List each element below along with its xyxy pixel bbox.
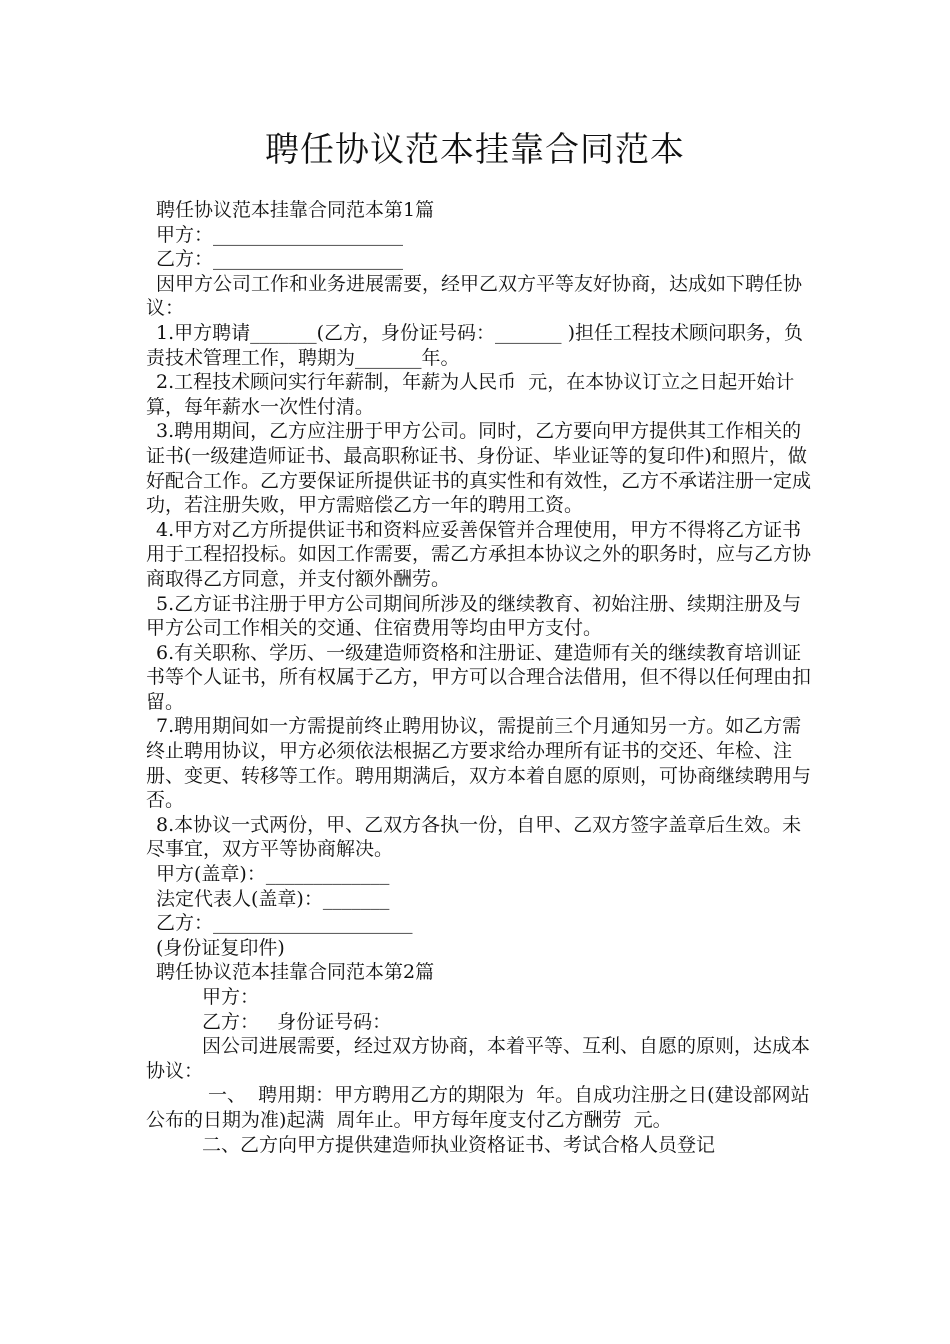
paragraph: 乙方： 身份证号码：	[202, 1010, 392, 1033]
paragraph: 法定代表人(盖章)：_______	[156, 887, 390, 910]
paragraph: 甲方(盖章)：_____________	[156, 863, 390, 886]
document-title: 聘任协议范本挂靠合同范本	[265, 130, 685, 170]
paragraph: 聘任协议范本挂靠合同范本第1篇	[156, 199, 435, 221]
paragraph: 5.乙方证书注册于甲方公司期间所涉及的继续教育、初始注册、续期注册及与甲方公司工作相关的交通、住宿费用等均由甲方支付。	[146, 592, 802, 640]
paragraph: 6.有关职称、学历、一级建造师资格和注册证、建造师有关的继续教育培训证书等个人证书，所有权属于乙方，甲方可以合理合法借用，但不得以任何理由扣留。	[146, 641, 812, 713]
paragraph: 因甲方公司工作和业务进展需要，经甲乙双方平等友好协商，达成如下聘任协议：	[146, 272, 803, 320]
paragraph: 1.甲方聘请_______(乙方，身份证号码：_______ )担任工程技术顾问职务，负责技术管理工作，聘期为_______年。	[146, 321, 803, 369]
paragraph: 8.本协议一式两份，甲、乙双方各执一份，自甲、乙双方签字盖章后生效。未尽事宜，双方平等协商解决。	[146, 813, 802, 861]
paragraph: 4.甲方对乙方所提供证书和资料应妥善保管并合理使用，甲方不得将乙方证书用于工程招投标。如因工作需要，需乙方承担本协议之外的职务时，应与乙方协商取得乙方同意，并支付额外酬劳。	[146, 518, 812, 590]
paragraph: (身份证复印件)	[156, 936, 285, 959]
paragraph: 3.聘用期间，乙方应注册于甲方公司。同时，乙方要向甲方提供其工作相关的证书(一级建造师证书、最高职称证书、身份证、毕业证等的复印件)和照片，做好配合工作。乙方要保证所提供证书的真实性和有效性，乙方不承诺注册一定成功，若注册失败，甲方需赔偿乙方一年的聘用工资。	[146, 420, 812, 517]
paragraph: 7.聘用期间如一方需提前终止聘用协议，需提前三个月通知另一方。如乙方需终止聘用协议，甲方必须依法根据乙方要求给办理所有证书的交还、年检、注册、变更、转移等工作。聘用期满后，双方本着自愿的原则，可协商继续聘用与否。	[146, 715, 812, 812]
paragraph: 聘任协议范本挂靠合同范本第2篇	[156, 961, 435, 984]
paragraph: 乙方：____________________	[156, 248, 404, 271]
document-body	[146, 198, 812, 1157]
paragraph: 一、 聘用期：甲方聘用乙方的期限为 年。自成功注册之日(建设部网站公布的日期为准)起满 周年止。甲方每年度支付乙方酬劳 元。	[146, 1084, 810, 1131]
paragraph: 2.工程技术顾问实行年薪制，年薪为人民币 元，在本协议订立之日起开始计算，每年薪水一次性付清。	[146, 371, 795, 418]
paragraph: 甲方：	[202, 986, 260, 1008]
paragraph: 乙方：_____________________	[156, 912, 413, 935]
paragraph: 甲方：____________________	[156, 223, 404, 246]
paragraph: 因公司进展需要，经过双方协商，本着平等、互利、自愿的原则，达成本协议：	[146, 1035, 811, 1082]
paragraph: 二、乙方向甲方提供建造师执业资格证书、考试合格人员登记	[202, 1133, 716, 1156]
